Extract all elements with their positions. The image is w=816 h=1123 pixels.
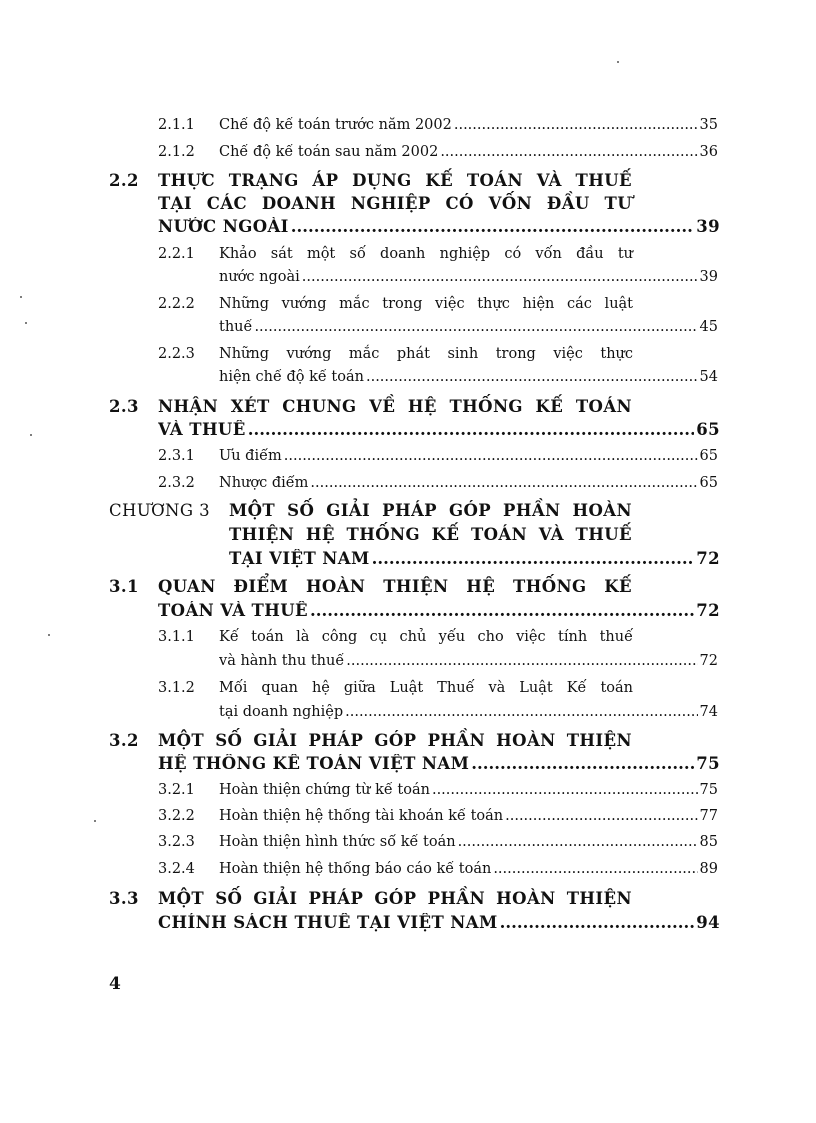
toc-entry-title-line: Những vướng mắc trong việc thực hiện các luật (219, 296, 633, 312)
toc-entry (158, 808, 718, 828)
toc-entry (158, 448, 718, 468)
toc-chapter-title-line: TẠI VIỆT NAM (229, 549, 370, 568)
toc-section-title-line: VÀ THUẾ (158, 420, 246, 439)
toc-entry-page: 72 (699, 653, 718, 669)
toc-section-title-line: THỰC TRẠNG ÁP DỤNG KẾ TOÁN VÀ THUẾ (158, 171, 632, 190)
toc-entry-number: 3.1.1 (158, 629, 195, 645)
toc-entry-title: Hoàn thiện hình thức sổ kế toán (219, 834, 456, 850)
toc-entry-page: 36 (699, 144, 718, 160)
dot-leader (432, 782, 698, 798)
toc-section-page: 72 (696, 601, 720, 620)
toc-entry-title-line: Những vướng mắc phát sinh trong việc thực (219, 346, 633, 362)
dot-leader (310, 601, 694, 620)
toc-section-title-line: MỘT SỐ GIẢI PHÁP GÓP PHẦN HOÀN THIỆN (158, 889, 632, 908)
toc-entry-number: 2.2.3 (158, 346, 195, 362)
toc-entry-number: 2.3.2 (158, 475, 195, 491)
toc-entry-page: 85 (699, 834, 718, 850)
toc-entry (158, 296, 718, 340)
toc-chapter-number: CHƯƠNG 3 (109, 501, 211, 520)
dot-leader (284, 448, 698, 464)
toc-section (109, 397, 720, 443)
toc-entry-number: 2.1.1 (158, 117, 195, 133)
toc-section-number: 2.2 (109, 171, 139, 190)
toc-entry (158, 834, 718, 854)
toc-section-title-line: TOÁN VÀ THUẾ (158, 601, 308, 620)
toc-section (109, 731, 720, 777)
dot-leader (372, 549, 695, 568)
toc-entry-title-line: Khảo sát một số doanh nghiệp có vốn đầu tư (219, 246, 633, 262)
toc-entry-title-line: hiện chế độ kế toán (219, 369, 364, 385)
toc-entry-title: Hoàn thiện hệ thống tài khoản kế toán (219, 808, 504, 824)
toc-entry-title-line: tại doanh nghiệp (219, 704, 344, 720)
toc-chapter-title-line: MỘT SỐ GIẢI PHÁP GÓP PHẦN HOÀN (229, 501, 632, 520)
toc-entry-page: 65 (699, 448, 718, 464)
toc-entry (158, 680, 718, 724)
toc-entry (158, 246, 718, 290)
toc-entry-number: 2.2.2 (158, 296, 195, 312)
toc-entry-title: Hoàn thiện chứng từ kế toán (219, 782, 430, 798)
toc-entry-number: 2.3.1 (158, 448, 195, 464)
dot-leader (254, 319, 697, 335)
dot-leader (346, 653, 697, 669)
scan-speck (25, 322, 27, 324)
toc-entry-page: 39 (699, 269, 718, 285)
toc-section-page: 65 (696, 420, 720, 439)
toc-entry-page: 75 (699, 782, 718, 798)
toc-entry-number: 3.2.2 (158, 808, 195, 824)
toc-section-number: 3.1 (109, 577, 139, 596)
toc-section-number: 2.3 (109, 397, 139, 416)
toc-section (109, 577, 720, 623)
toc-entry-title: Chế độ kế toán trước năm 2002 (219, 117, 452, 133)
toc-chapter-title-line: THIỆN HỆ THỐNG KẾ TOÁN VÀ THUẾ (229, 525, 632, 544)
dot-leader (366, 369, 698, 385)
toc-entry-title: Ưu điểm (219, 448, 282, 464)
toc-section-title-line: NƯỚC NGOÀI (158, 217, 289, 236)
dot-leader (458, 834, 698, 850)
toc-section-title-line: MỘT SỐ GIẢI PHÁP GÓP PHẦN HOÀN THIỆN (158, 731, 632, 750)
toc-entry-title-line: Kế toán là công cụ chủ yếu cho việc tính thuế (219, 629, 633, 645)
toc-section-title-line: NHẬN XÉT CHUNG VỀ HỆ THỐNG KẾ TOÁN (158, 397, 632, 416)
scan-speck (94, 820, 96, 822)
dot-leader (310, 475, 697, 491)
toc-section (109, 889, 720, 935)
scan-speck (48, 634, 50, 636)
toc-entry-number: 3.2.3 (158, 834, 195, 850)
toc-entry-title: Nhược điểm (219, 475, 309, 491)
toc-entry-title-line: nước ngoài (219, 269, 300, 285)
toc-entry-number: 3.1.2 (158, 680, 195, 696)
toc-section-number: 3.3 (109, 889, 139, 908)
toc-entry-title: Hoàn thiện hệ thống báo cáo kế toán (219, 861, 492, 877)
toc-entry-page: 65 (699, 475, 718, 491)
dot-leader (302, 269, 698, 285)
dot-leader (440, 144, 697, 160)
toc-entry-title-line: Mối quan hệ giữa Luật Thuế và Luật Kế toán (219, 680, 633, 696)
toc-section-title-line: TẠI CÁC DOANH NGHIỆP CÓ VỐN ĐẦU TƯ (158, 194, 632, 213)
toc-entry-page: 35 (699, 117, 718, 133)
toc-section-number: 3.2 (109, 731, 139, 750)
toc-section-page: 75 (696, 754, 720, 773)
toc-entry-page: 74 (699, 704, 718, 720)
dot-leader (291, 217, 694, 236)
toc-section (109, 171, 720, 241)
toc-entry (158, 782, 718, 802)
toc-entry-number: 2.2.1 (158, 246, 195, 262)
toc-section-page: 94 (696, 913, 720, 932)
dot-leader (505, 808, 697, 824)
toc-entry-title-line: thuế (219, 319, 253, 335)
scan-speck (20, 296, 22, 298)
toc-entry (158, 475, 718, 495)
toc-section-title-line: CHÍNH SÁCH THUẾ TẠI VIỆT NAM (158, 913, 498, 932)
dot-leader (500, 913, 695, 932)
toc-entry (158, 117, 718, 137)
toc-entry-page: 54 (699, 369, 718, 385)
toc-entry-page: 45 (699, 319, 718, 335)
toc-chapter-page: 72 (696, 549, 720, 568)
page-number: 4 (109, 974, 121, 994)
dot-leader (454, 117, 698, 133)
dot-leader (248, 420, 695, 439)
dot-leader (471, 754, 694, 773)
toc-entry-page: 77 (699, 808, 718, 824)
toc-entry-number: 2.1.2 (158, 144, 195, 160)
toc-chapter (109, 501, 720, 573)
toc-section-title-line: HỆ THỐNG KẾ TOÁN VIỆT NAM (158, 754, 470, 773)
toc-section-title-line: QUAN ĐIỂM HOÀN THIỆN HỆ THỐNG KẾ (158, 577, 632, 596)
toc-entry (158, 346, 718, 390)
toc-entry-title-line: và hành thu thuế (219, 653, 345, 669)
scan-speck (617, 61, 619, 63)
toc-entry (158, 144, 718, 164)
toc-entry (158, 629, 718, 673)
scan-speck (30, 434, 32, 436)
toc-entry (158, 861, 718, 881)
toc-entry-number: 3.2.4 (158, 861, 195, 877)
toc-entry-number: 3.2.1 (158, 782, 195, 798)
toc-entry-page: 89 (699, 861, 718, 877)
toc-section-page: 39 (696, 217, 720, 236)
dot-leader (345, 704, 697, 720)
toc-entry-title: Chế độ kế toán sau năm 2002 (219, 144, 439, 160)
dot-leader (493, 861, 697, 877)
